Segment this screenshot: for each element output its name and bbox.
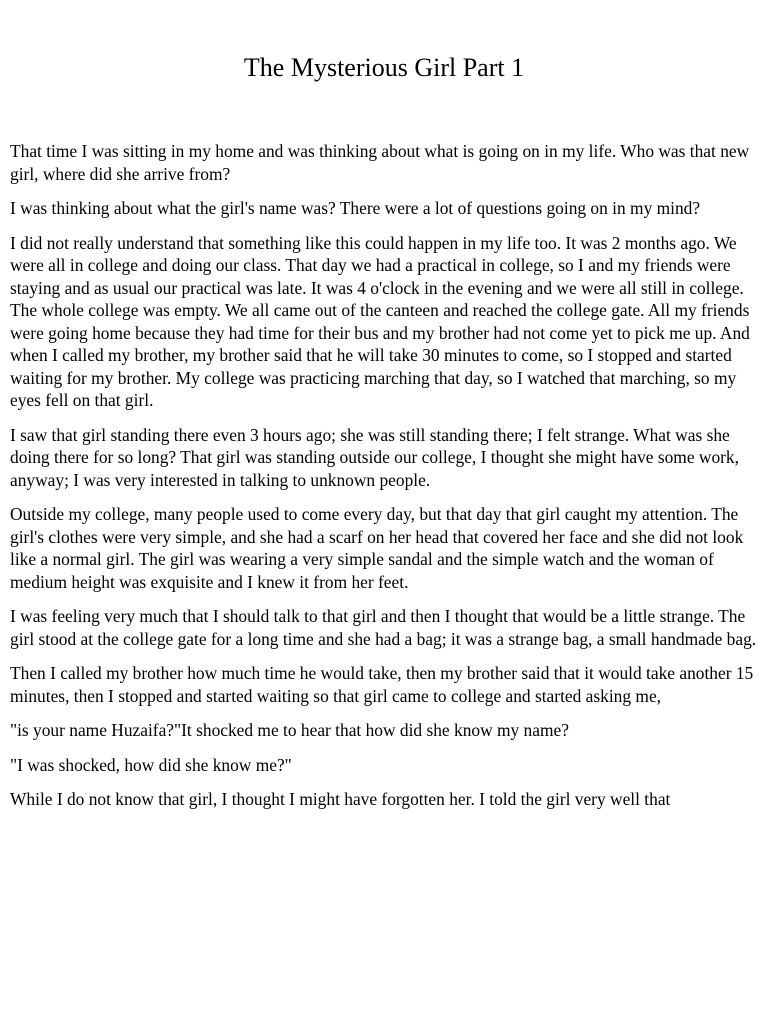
page-title: The Mysterious Girl Part 1 <box>243 53 525 82</box>
paragraph: I was feeling very much that I should talk to that girl and then I thought that would be a little strange. The girl stood at the college gate for a long time and she had a bag; it was a strange bag, a small handmade bag. <box>10 606 757 649</box>
paragraph: That time I was sitting in my home and was thinking about what is going on in my life. Who was that new girl, where did she arrive from? <box>10 141 750 184</box>
paragraph: "I was shocked, how did she know me?" <box>10 754 292 775</box>
paragraph: "is your name Huzaifa?"It shocked me to hear that how did she know my name? <box>10 720 569 740</box>
paragraph: I was thinking about what the girl's name was? There were a lot of questions going on in my mind? <box>10 198 701 218</box>
paragraph: I saw that girl standing there even 3 hours ago; she was still standing there; I felt strange. What was she doing there for so long? That girl was standing outside our college, I thought she might have some work, anyway; I was very interested in talking to unknown people. <box>10 424 739 490</box>
paragraph: Then I called my brother how much time he would take, then my brother said that it would take another 15 minutes, then I stopped and started waiting so that girl came to college and started asking me, <box>10 663 754 706</box>
document-body <box>10 140 758 823</box>
paragraph: I did not really understand that something like this could happen in my life too. It was 2 months ago. We were all in college and doing our class. That day we had a practical in college, so I and my friends were staying and as usual our practical was late. It was 4 o'clock in the evening and we were all still in college. The whole college was empty. We all came out of the canteen and reached the college gate. All my friends were going home because they had time for their bus and my brother had not come yet to pick me up. And when I called my brother, my brother said that he will take 30 minutes to come, so I stopped and started waiting for my brother. My college was practicing marching that day, so I watched that marching, so my eyes fell on that girl. <box>10 232 750 410</box>
paragraph: While I do not know that girl, I thought I might have forgotten her. I told the girl very well that <box>10 789 671 809</box>
paragraph: Outside my college, many people used to come every day, but that day that girl caught my attention. The girl's clothes were very simple, and she had a scarf on her head that covered her face and she did not look like a normal girl. The girl was wearing a very simple sandal and the simple watch and the woman of medium height was exquisite and I knew it from her feet. <box>10 504 744 592</box>
